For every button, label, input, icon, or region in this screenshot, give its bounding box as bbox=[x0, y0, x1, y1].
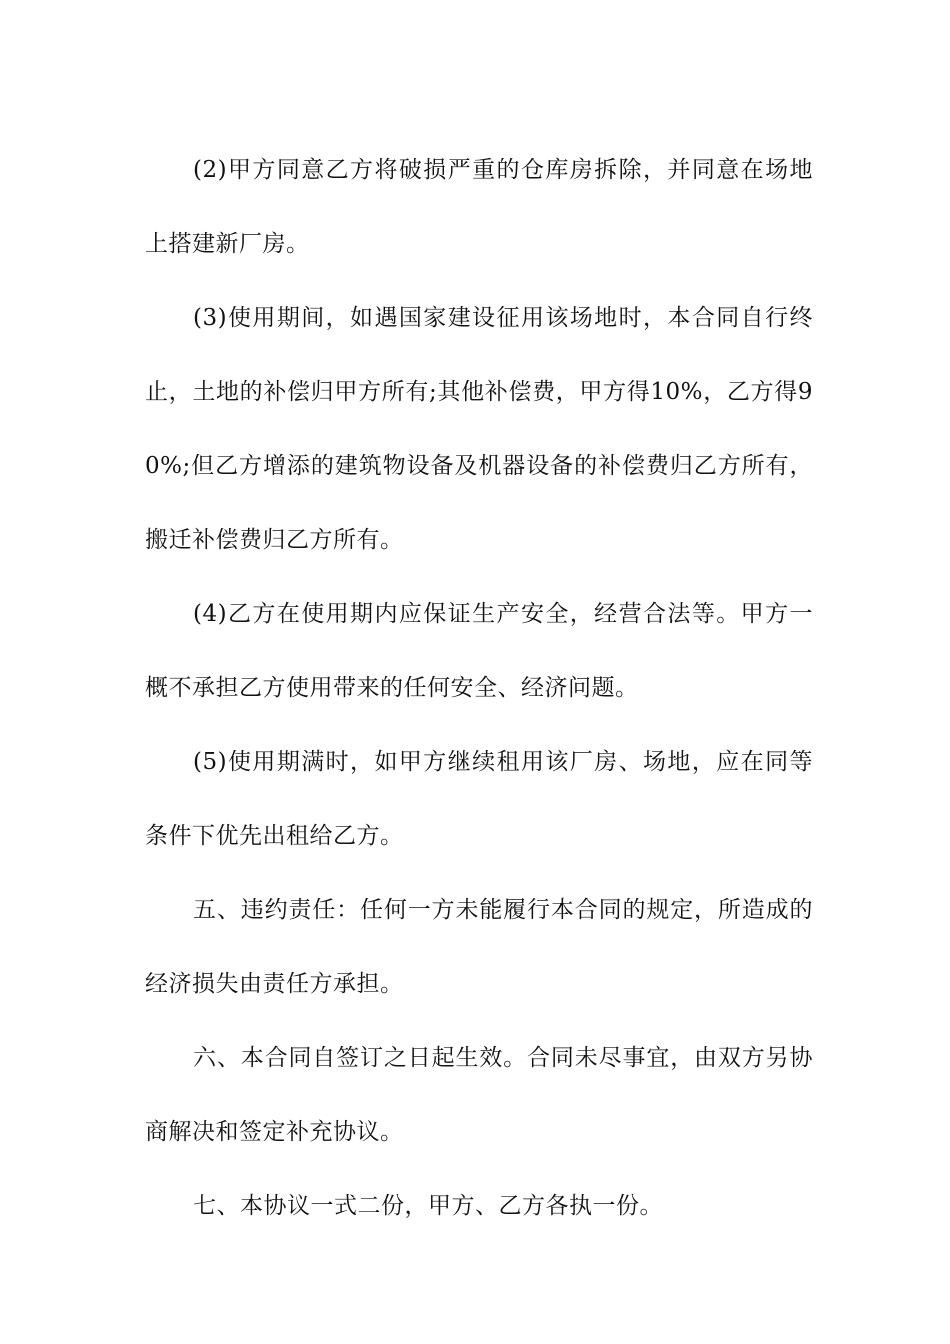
section-7-copies: 七、本协议一式二份，甲方、乙方各执一份。 bbox=[193, 1193, 663, 1219]
document-body bbox=[145, 133, 813, 1243]
section-6-effective: 六、本合同自签订之日起生效。合同未尽事宜，由双方另协商解决和签定补充协议。 bbox=[145, 1045, 813, 1145]
clause-4-safety: (4)乙方在使用期内应保证生产安全，经营合法等。甲方一概不承担乙方使用带来的任何安全、经济问题。 bbox=[145, 601, 813, 701]
section-5-liability: 五、违约责任：任何一方未能履行本合同的规定，所造成的经济损失由责任方承担。 bbox=[145, 897, 813, 997]
clause-5-renewal: (5)使用期满时，如甲方继续租用该厂房、场地，应在同等条件下优先出租给乙方。 bbox=[145, 749, 813, 849]
clause-3-expropriation: (3)使用期间，如遇国家建设征用该场地时，本合同自行终止，土地的补偿归甲方所有;其他补偿费，甲方得10%，乙方得90%;但乙方增添的建筑物设备及机器设备的补偿费归乙方所有，搬迁补偿费归乙方所有。 bbox=[145, 305, 813, 553]
clause-2-demolition: (2)甲方同意乙方将破损严重的仓库房拆除，并同意在场地上搭建新厂房。 bbox=[145, 157, 813, 257]
